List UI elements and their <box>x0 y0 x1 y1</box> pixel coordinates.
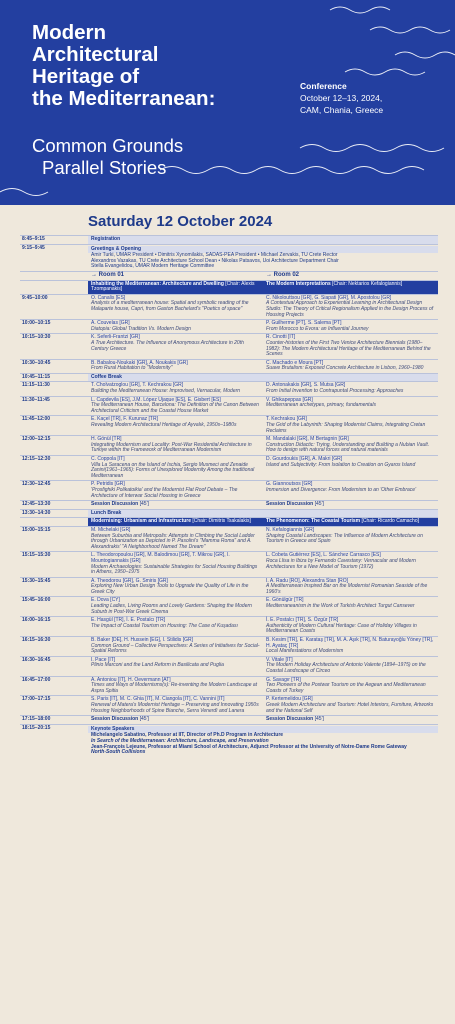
paper-title: Shaping Coastal Landscapes: The Influence of Modern Architecture on Tourism in Greece and Spain <box>266 532 423 545</box>
paper-authors: A. Theodorou [GR], G. Smiris [GR] <box>91 577 168 584</box>
table-row <box>20 415 438 435</box>
paper-authors: E. Dova [CY] <box>91 597 120 604</box>
paper-right <box>263 334 438 358</box>
time-cell: 12:30–12:45 <box>22 481 51 488</box>
greetings-label: Greetings & Opening <box>88 246 438 254</box>
time-cell <box>20 281 88 294</box>
paper-left <box>88 527 263 551</box>
time-cell: 9:45–10:00 <box>22 294 48 301</box>
paper-right <box>263 295 438 319</box>
paper-authors: R. Cinotti [IT] <box>266 334 296 341</box>
paper-left <box>88 657 263 676</box>
greetings-cell <box>88 245 438 271</box>
session-title-left <box>88 518 263 526</box>
paper-authors: M. Mandalaki [GR], M Bertagnin [GR] <box>266 436 349 443</box>
paper-right <box>263 578 438 597</box>
time-cell: 10:15–10:30 <box>22 334 51 341</box>
paper-title: Counter-histories of the First Two Venice Architecture Biennials (1980–1982): The Modern Architectural Heritage of the Mediterranean Behind the Scenes <box>266 339 431 358</box>
discussion-duration: [45'] <box>139 501 149 508</box>
greetings-speakers: Amir Turki, UMAR President • Dimitris Xynomilakis, SADAS-PEA President • Michael Zervakis, TU Crete Rector <box>91 252 338 259</box>
paper-left <box>88 696 263 715</box>
table-row <box>20 526 438 551</box>
paper-left <box>88 360 263 373</box>
table-row <box>20 373 438 382</box>
lunch-break-label: Lunch Break <box>88 510 438 518</box>
discussion-label: Session Discussion <box>91 501 139 508</box>
paper-title: A True Architecture. The Influence of Anonymous Architecture in 20th Century Greece <box>91 339 244 352</box>
discussion-label: Session Discussion <box>91 716 139 723</box>
conference-label: Conference <box>300 81 347 91</box>
conference-place: CAM, Chania, Greece <box>300 105 384 115</box>
paper-right <box>263 527 438 551</box>
title-line: Modern <box>32 21 107 44</box>
session-discussion-right <box>263 716 438 724</box>
paper-title: Modern Archaeologies: Sustainable Strategies for Social Housing Buildings in Athens, 1950–1975 <box>91 563 258 576</box>
paper-title: The Grid of the Labyrinth: Shaping Modernist Claims, Integrating Cretan Reclaims <box>266 422 426 434</box>
subtitle-line: Common Grounds <box>32 135 184 156</box>
paper-left <box>88 382 263 395</box>
time-cell: 9:15–9:45 <box>22 244 45 251</box>
time-cell: 15:30–15:45 <box>22 577 51 584</box>
time-cell: 15:00–15:15 <box>22 526 51 533</box>
table-row <box>20 396 438 416</box>
paper-title: Island and Subjectivity: From Isolation to Creation on Gyaros Island <box>266 461 416 468</box>
discussion-duration: [45'] <box>139 716 149 723</box>
paper-left <box>88 436 263 455</box>
paper-left <box>88 416 263 435</box>
table-row <box>20 656 438 676</box>
time-cell: 11:15–11:30 <box>22 382 50 389</box>
paper-authors: T. Cholvatzoglou [GR], T. Kechrakou [GR] <box>91 382 184 389</box>
session-header-row <box>20 280 438 294</box>
paper-left <box>88 481 263 500</box>
paper-title: Times and Ways of Modernisms(s): Re-inventing the Modern Landscape at Aspra Spitia <box>91 682 258 694</box>
paper-left <box>88 597 263 616</box>
paper-authors: E. Hasgül [TR], İ. E. Postalcı [TR] <box>91 617 166 624</box>
conference-dates: October 12–13, 2024, <box>300 93 383 103</box>
table-row <box>20 695 438 715</box>
paper-title: The Modern Holiday Architecture of Antonio Valente (1894–1975) on the Coastal Landscape of Circeo <box>266 662 426 674</box>
paper-right <box>263 382 438 395</box>
table-row <box>20 435 438 455</box>
session-chair: [Chair: Ricardo Camacho] <box>361 518 420 525</box>
paper-authors: P. Petridis [GR] <box>91 481 125 488</box>
paper-right <box>263 320 438 333</box>
paper-authors: E. Kaçel [TR], F. Kurunaz [TR] <box>91 416 158 423</box>
title-line: Architectural <box>32 43 159 66</box>
paper-right <box>263 481 438 500</box>
time-cell: 13:30–14:30 <box>22 509 51 516</box>
paper-authors: İ. E. Postalcı [TR], S. Özgür [TR] <box>266 617 339 624</box>
paper-right <box>263 436 438 455</box>
paper-title: Roca Llisa in Ibiza by Fernando Cavestany: Vernacular and Modern Architectures for a New Model of Tourism (1972) <box>266 557 416 570</box>
time-cell: 10:45–11:15 <box>22 373 51 380</box>
session-name: The Modern Interpretations <box>266 280 331 287</box>
paper-right <box>263 597 438 616</box>
paper-authors: L. Capdevila [ES], J.M. López Ujaque [ES], E. Gisbert [ES] <box>91 396 221 403</box>
paper-title: Revealing Modern Architectural Heritage of Ayvalık, 1950s–1980s <box>91 422 237 429</box>
table-row <box>20 724 438 757</box>
greetings-speakers: Alexandros Vazakas, TU Crete Architecture School Dean • Nikolas Patsavos, Uoi Architecture Department Chair <box>91 257 339 264</box>
paper-title: Diatopia: Global Tradition Vs. Modern Design <box>91 325 191 332</box>
paper-left <box>88 295 263 319</box>
table-row <box>20 500 438 509</box>
paper-authors: G. Savagır [TR] <box>266 676 301 683</box>
keynote-title: North-South Collisions <box>91 749 146 756</box>
paper-title: Immersion and Divergence: From Modernism to an 'Other Embrace' <box>266 486 417 493</box>
room-1-label: → Room 01 <box>91 271 125 278</box>
session-chair: [Chair: Nektarios Kefalogiannis] <box>332 280 403 287</box>
paper-left <box>88 334 263 358</box>
session-title-left <box>88 281 263 294</box>
greetings-speakers: Stella Evangelidou, UMAR Modern Heritage Committee <box>91 263 215 270</box>
table-row <box>20 333 438 358</box>
session-chair: [Chair: Alexis Tzompanakis] <box>91 280 255 293</box>
paper-authors: P. Kertemelidou [GR] <box>266 696 313 703</box>
paper-authors: N. Kefalogiannis [GR] <box>266 526 315 533</box>
time-cell: 10:30–10:45 <box>22 359 51 366</box>
paper-title: Leading Ladies, Living Rooms and Lovely Gardens: Shaping the Modern Suburb in Post-War Greek Cinema <box>91 603 252 615</box>
session-discussion-right <box>263 501 438 509</box>
paper-title: 'Prosfighiki Polikatoikia' and the Modernist Flat Roof Debate – The Architecture of Interwar Social Housing in Greece <box>91 486 238 499</box>
paper-authors: B. Kesim [TR], E. Karataş [TR], M. A. Aşık [TR], N. Baturayoğlu Yöney [TR], H. Ayataç [TR] <box>266 637 434 649</box>
paper-right <box>263 397 438 416</box>
paper-authors: L. Cobeta Gutiérrez [ES], L. Sánchez Carrasco [ES] <box>266 552 381 559</box>
paper-left <box>88 637 263 656</box>
session-chair: [Chair: Dimitris Tsakalakis] <box>192 518 251 525</box>
paper-left <box>88 397 263 416</box>
session-name: Inhabiting the Mediterranean: Architecture and Dwelling <box>91 280 224 287</box>
keynote-title: In Search of the Mediterranean: Architecture, Landscape, and Preservation <box>91 737 269 744</box>
time-cell: 11:30–11:45 <box>22 396 50 403</box>
table-row <box>20 577 438 597</box>
time-cell: 12:15–12:30 <box>22 456 51 462</box>
session-discussion-left <box>88 501 263 509</box>
keynote-cell <box>88 725 438 757</box>
session-discussion-left <box>88 716 263 724</box>
table-row <box>20 480 438 500</box>
paper-title: Between Suburbia and Metropolis: Attempts in Climbing the Social Ladder through Urbanization as Depicted in P. Pasolini's "Mamma Roma" and A. Alexandrakis' "A Neighborhood Named The Dream" <box>91 532 255 550</box>
session-name: Modernising: Urbanism and Infrastructure <box>91 518 192 525</box>
paper-authors: M. Michelaki [GR] <box>91 526 131 533</box>
keynote-speaker: Jean-François Lejeune, Professor at Miami School of Architecture, Adjunct Professor at the University of Notre-Dame Rome Gateway <box>91 743 407 750</box>
table-row <box>20 381 438 395</box>
paper-authors: A. Antoniou [IT], H. Oevermann [AT] <box>91 676 171 683</box>
time-cell: 10:00–10:15 <box>22 320 51 327</box>
paper-authors: G. Giannoutsos [GR] <box>266 481 313 488</box>
time-cell: 11:45–12:00 <box>22 416 51 423</box>
paper-right <box>263 677 438 696</box>
room-2-label: → Room 02 <box>266 271 300 278</box>
table-row <box>20 359 438 373</box>
title-line: Heritage of <box>32 65 140 88</box>
time-cell: 17:00–17:15 <box>22 696 51 703</box>
paper-left <box>88 617 263 636</box>
paper-authors: V. Vitale [IT] <box>266 656 293 663</box>
subtitle-line: Parallel Stories <box>42 157 167 178</box>
paper-authors: S. Paris [IT], M. C. Ghia [IT], M. Ciangola [IT], C. Vannini [IT] <box>91 696 225 703</box>
time-cell: 15:45–16:00 <box>22 597 51 604</box>
paper-title: From Rural Habitation to "Modernity" <box>91 365 173 372</box>
rooms-row <box>20 271 438 280</box>
table-row <box>20 596 438 616</box>
paper-right <box>263 657 438 676</box>
conference-title <box>32 22 297 110</box>
table-row <box>20 551 438 576</box>
paper-title: Plinio Marconi and the Land Reform in Basilicata and Puglia <box>91 662 224 669</box>
paper-title: A Contextual Approach to Experiential Learning in Architectural Design Studio: The Theory of Critical Regionalism Applied in the Design Process of Housing Projects <box>266 300 434 318</box>
keynote-label: Keynote Speakers <box>88 726 438 734</box>
paper-title: Mediterranean archetypes, primary, fundamentals <box>266 402 376 409</box>
paper-authors: V. Ghikapeppas [GR] <box>266 396 313 403</box>
time-cell <box>20 272 88 280</box>
time-cell: 17:15–18:00 <box>22 716 51 723</box>
paper-title: A Mediterranean Inspired Bar on the Modernist Romanian Seaside of the 1960's <box>266 583 428 595</box>
paper-right <box>263 360 438 373</box>
paper-title: Building the Mediterranean House: Improvised, Vernacular, Modern <box>91 388 241 395</box>
table-row <box>20 319 438 333</box>
paper-title: Construction Didactic: Trying, Understanding and Building a Nubian Vault. How to design with natural forces and natural materials <box>266 441 430 454</box>
paper-title: Suave Brutalism: Exposed Concrete Architecture in Lisbon, 1960–1980 <box>266 365 424 372</box>
paper-authors: T. Kechrakou [GR] <box>266 416 307 423</box>
paper-right <box>263 456 438 480</box>
time-cell: 15:15–15:30 <box>22 552 51 559</box>
paper-title: Authenticity of Modern Cultural Heritage: Case of Holiday Villages in Mediterranean Coasts <box>266 622 417 635</box>
table-row <box>20 676 438 696</box>
paper-right <box>263 617 438 636</box>
coffee-break-label: Coffee Break <box>88 374 438 382</box>
paper-authors: O. Canalis [ES] <box>91 294 126 301</box>
paper-title: From Morocco to Evora: an Influential Journey <box>266 325 369 332</box>
paper-title: From Initial Invention to Contrapuntal Processing: Approaches <box>266 388 404 395</box>
session-title-right <box>263 281 438 294</box>
time-cell: 16:30–16:45 <box>22 656 51 663</box>
table-row <box>20 294 438 319</box>
keynote-speaker: Michelangelo Sabatino, Professor at IIT, Director of Ph.D Program in Architecture <box>91 732 284 739</box>
paper-left <box>88 578 263 597</box>
paper-authors: P. Guilherme [PT], S. Salema [PT] <box>266 320 342 327</box>
table-row <box>20 509 438 518</box>
time-cell: 18:15–20:15 <box>22 724 51 731</box>
time-cell: 16:45–17:00 <box>22 676 51 683</box>
table-row <box>20 616 438 636</box>
table-row <box>20 636 438 656</box>
discussion-label: Session Discussion <box>266 501 314 508</box>
time-cell: 16:00–16:15 <box>22 617 51 624</box>
table-row <box>20 455 438 480</box>
paper-title: Integrating Modernism and Locality: Post-War Residential Architecture in Turkiye within the Framework of Mediterranean Modernism <box>91 441 252 454</box>
paper-title: The Mediterranean House, Barcelona: The Definition of the Canon Between Architectural Criticism and the Coastal House Market <box>91 402 259 414</box>
title-line: the Mediterranean: <box>32 87 216 110</box>
conference-subtitle <box>32 135 272 179</box>
paper-authors: B. Babalou-Noukaki [GR], A. Noukakis [GR] <box>91 359 188 366</box>
paper-left <box>88 456 263 480</box>
paper-authors: D. Gourdoukis [GR], A. Makri [GR] <box>266 456 343 462</box>
paper-right <box>263 416 438 435</box>
paper-right <box>263 637 438 656</box>
session-name: The Phenomenon: The Coastal Tourism <box>266 518 361 525</box>
paper-authors: L. Theodoropoulou [GR], M. Balodimou [GR], T. Mikrou [GR], I. Mountogiannakis [GR] <box>91 552 230 564</box>
paper-authors: I. A. Radu [RO], Alexandra Stan [RO] <box>266 577 348 584</box>
discussion-duration: [45'] <box>314 716 324 723</box>
paper-right <box>263 552 438 576</box>
header-banner <box>0 0 455 205</box>
paper-authors: I. Pace [IT] <box>91 656 116 663</box>
paper-authors: B. Baker [DE], H. Hussein [EG], I. Stilidis [GR] <box>91 637 193 644</box>
session-header-row <box>20 517 438 526</box>
paper-authors: E. Gönülgür [TR] <box>266 597 304 604</box>
paper-title: Two Pioneers of the Postwar Tourism on the Aegean and Mediterranean Coasts of Turkey <box>266 682 426 694</box>
paper-authors: H. Gönül [TR] <box>91 436 122 443</box>
paper-title: Mediterraneanism in the Work of Turkish Architect Turgut Cansever <box>266 603 415 610</box>
session-title-right <box>263 518 438 526</box>
paper-right <box>263 696 438 715</box>
paper-title: Renewal of Matera's Modernist Heritage – Preserving and Innovating 1950s Housing Neighborhoods of Spine Bianche, Serra Venerdì and Lanera <box>91 701 259 714</box>
time-cell: 16:15–16:30 <box>22 637 51 644</box>
discussion-label: Session Discussion <box>266 716 314 723</box>
paper-left <box>88 552 263 576</box>
table-row <box>20 235 438 244</box>
paper-title: Analysis of a mediterranean house: Spatial and symbolic reading of the Malaparte house, Capri, from Gaston Bachelard's "Poetics of space" <box>91 300 249 312</box>
paper-title: The Impact of Coastal Tourism on Housing: The Case of Kuşadası <box>91 622 238 629</box>
program-table <box>20 235 438 757</box>
table-row <box>20 715 438 724</box>
paper-authors: C. Nikolouttsou [GR], G. Siapati [GR], M. Apostolou [GR] <box>266 294 392 301</box>
paper-authors: C. Coppola [IT] <box>91 456 125 462</box>
conference-info <box>300 80 450 116</box>
paper-title: Villa La Saracena on the Island of Ischia, Sergio Musmeci and Zenaide Zanini(1961–1965): Forms of Unexplored Modernity Among the traditional Mediterranean <box>91 461 255 479</box>
day-title: Saturday 12 October 2024 <box>88 213 273 230</box>
discussion-duration: [45'] <box>314 501 324 508</box>
paper-authors: K. Seferli-Frantzi [GR] <box>91 334 140 341</box>
paper-authors: A. Couvelas [GR] <box>91 320 130 327</box>
paper-title: Exploring New Urban Design Tools to Upgrade the Quality of Life in the Greek City <box>91 583 249 595</box>
time-cell: 12:45–13:30 <box>22 501 51 508</box>
paper-authors: D. Antonakakis [GR], S. Mutsa [GR] <box>266 382 346 389</box>
paper-left <box>88 320 263 333</box>
table-row <box>20 244 438 271</box>
paper-title: Local Manifestations of Modernism <box>266 648 344 655</box>
paper-left <box>88 677 263 696</box>
paper-title: Greek Modern Architecture and Tourism: Hotel Interiors, Furniture, Artworks and the National Self <box>266 701 434 714</box>
registration-label: Registration <box>88 236 438 244</box>
time-cell <box>20 518 88 526</box>
time-cell: 8:45–9:15 <box>22 236 45 242</box>
time-cell: 12:00–12:15 <box>22 436 51 443</box>
paper-title: Common Ground – Collective Perspectives: A Series of Initiatives for Social-Spatial Reforms <box>91 642 260 655</box>
paper-authors: C. Machado e Moura [PT] <box>266 359 324 366</box>
